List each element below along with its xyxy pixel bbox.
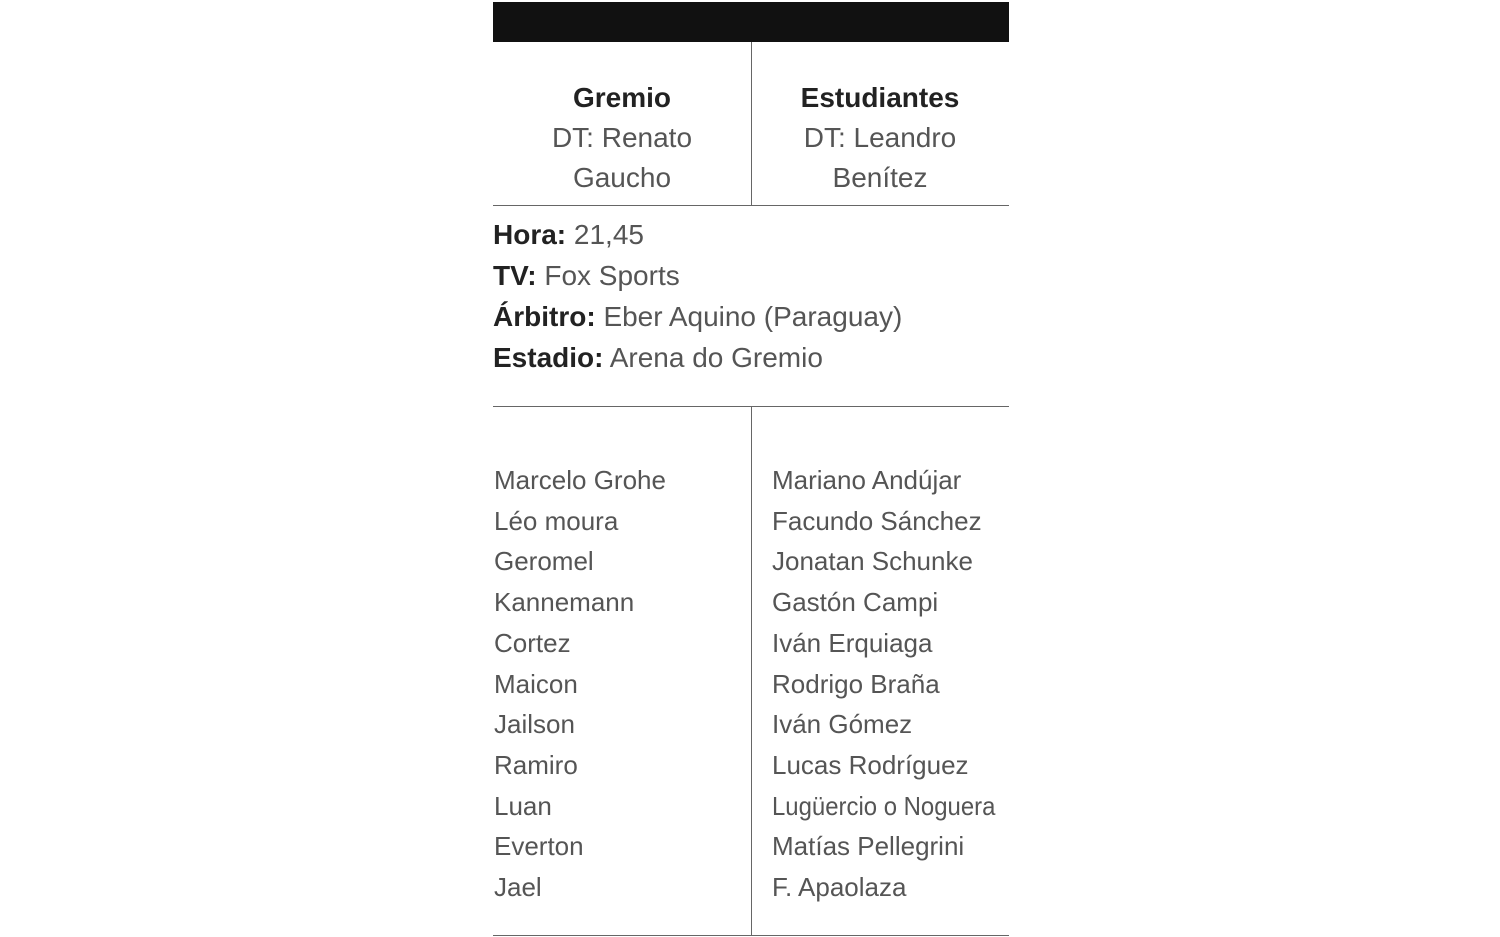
info-hora (493, 214, 1009, 255)
home-player: Léo moura (494, 505, 619, 536)
home-team-name: Gremio (572, 82, 672, 113)
info-tv-label: TV: (493, 260, 537, 291)
home-player: Maicon (494, 668, 578, 699)
home-team-coach: DT: Renato Gaucho (551, 122, 693, 193)
lineups-divider (751, 407, 752, 935)
away-player: Jonatan Schunke (772, 546, 973, 577)
info-hora-value: 21,45 (573, 219, 644, 250)
away-player: Rodrigo Braña (772, 668, 940, 699)
away-player: Mariano Andújar (772, 465, 962, 495)
home-player: Jailson (494, 709, 575, 740)
teams-divider (751, 42, 752, 205)
info-tv-value: Fox Sports (544, 260, 680, 291)
teams-section (493, 42, 1009, 206)
away-player: Lugüercio o Noguera (772, 790, 996, 821)
away-player: Matías Pellegrini (772, 831, 965, 862)
home-player: Ramiro (494, 749, 578, 780)
away-team-coach: DT: Leandro Benítez (803, 122, 957, 193)
header-bar (493, 2, 1009, 42)
home-player: Luan (494, 790, 552, 821)
info-tv (493, 255, 1009, 296)
info-hora-label: Hora: (493, 219, 567, 250)
home-player: Jael (494, 872, 542, 903)
home-player: Marcelo Grohe (494, 465, 666, 495)
away-player: F. Apaolaza (772, 872, 907, 903)
info-estadio (493, 337, 1009, 378)
bottom-divider (493, 935, 1009, 936)
away-player: Iván Erquiaga (772, 627, 933, 658)
info-estadio-label: Estadio: (493, 342, 604, 373)
away-team-name: Estudiantes (800, 82, 960, 113)
away-team (751, 42, 1009, 205)
away-lineup (772, 460, 1009, 908)
away-player: Facundo Sánchez (772, 505, 982, 536)
info-arbitro-value: Eber Aquino (Paraguay) (603, 301, 903, 332)
match-card (493, 2, 1009, 937)
home-player: Cortez (494, 627, 571, 658)
away-player: Gastón Campi (772, 587, 939, 618)
home-player: Everton (494, 831, 584, 862)
info-arbitro (493, 296, 1009, 337)
match-info (493, 214, 1009, 378)
home-team (493, 42, 751, 205)
home-player: Kannemann (494, 587, 635, 618)
info-estadio-value: Arena do Gremio (609, 342, 823, 373)
home-player: Geromel (494, 546, 594, 577)
away-player: Iván Gómez (772, 709, 913, 740)
home-lineup (494, 460, 744, 908)
info-arbitro-label: Árbitro: (493, 301, 596, 332)
away-player: Lucas Rodríguez (772, 749, 969, 780)
